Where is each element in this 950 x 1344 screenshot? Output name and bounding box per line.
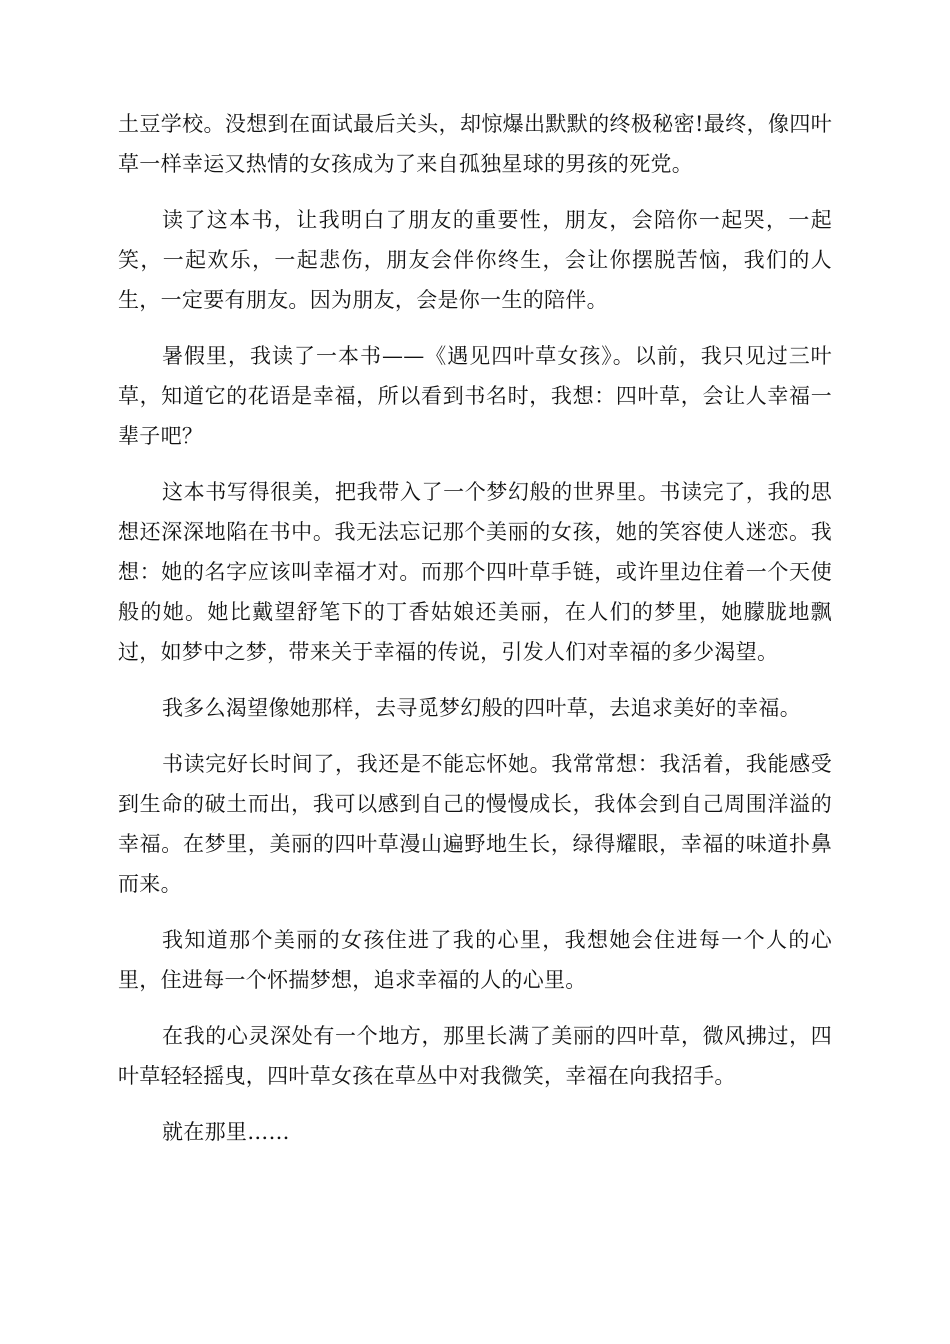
- paragraph-heart: 我知道那个美丽的女孩住进了我的心里，我想她会住进每一个人的心里，住进每一个怀揣梦想，追求幸福的人的心里。: [118, 928, 832, 992]
- paragraph-summer-reading: 暑假里，我读了一本书——《遇见四叶草女孩》。以前，我只见过三叶草，知道它的花语是幸福，所以看到书名时，我想：四叶草，会让人幸福一辈子吧？: [118, 344, 832, 448]
- paragraph-book-impression: 这本书写得很美，把我带入了一个梦幻般的世界里。书读完了，我的思想还深深地陷在书中。我无法忘记那个美丽的女孩，她的笑容使人迷恋。我想：她的名字应该叫幸福才对。而那个四叶草手链，或许里边住着一个天使般的她。她比戴望舒笔下的丁香姑娘还美丽，在人们的梦里，她朦胧地飘过，如梦中之梦，带来关于幸福的传说，引发人们对幸福的多少渴望。: [118, 480, 832, 664]
- paragraph-continuation: 土豆学校。没想到在面试最后关头，却惊爆出默默的终极秘密!最终，像四叶草一样幸运又热情的女孩成为了来自孤独星球的男孩的死党。: [118, 112, 832, 176]
- paragraph-soul: 在我的心灵深处有一个地方，那里长满了美丽的四叶草，微风拂过，四叶草轻轻摇曳，四叶草女孩在草丛中对我微笑，幸福在向我招手。: [118, 1024, 832, 1088]
- paragraph-memory: 书读完好长时间了，我还是不能忘怀她。我常常想：我活着，我能感受到生命的破土而出，我可以感到自己的慢慢成长，我体会到自己周围洋溢的幸福。在梦里，美丽的四叶草漫山遍野地生长，绿得耀眼，幸福的味道扑鼻而来。: [118, 752, 832, 896]
- document-body: [118, 104, 832, 1168]
- paragraph-friendship: 读了这本书，让我明白了朋友的重要性，朋友，会陪你一起哭，一起笑，一起欢乐，一起悲伤，朋友会伴你终生，会让你摆脱苦恼，我们的人生，一定要有朋友。因为朋友，会是你一生的陪伴。: [118, 208, 832, 312]
- paragraph-ending: 就在那里……: [162, 1120, 290, 1144]
- paragraph-longing: 我多么渴望像她那样，去寻觅梦幻般的四叶草，去追求美好的幸福。: [162, 696, 801, 720]
